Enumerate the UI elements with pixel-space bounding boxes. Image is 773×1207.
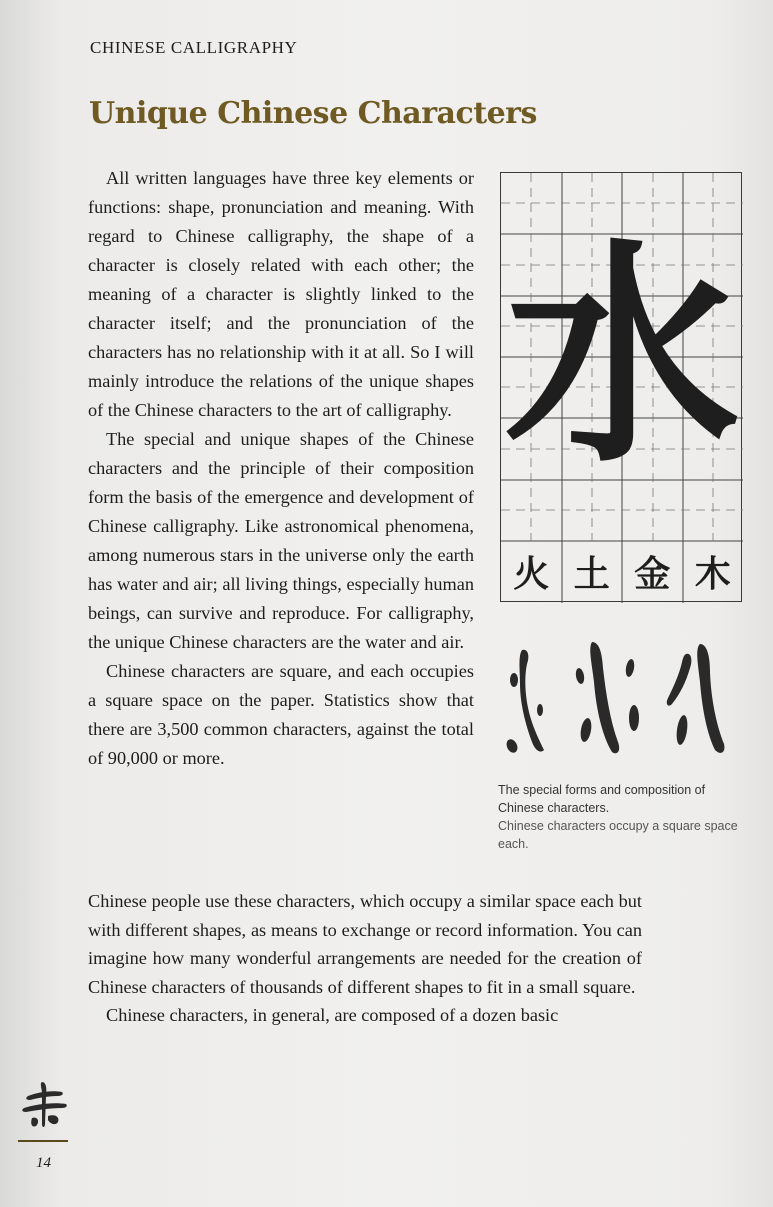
metal-character: 金 xyxy=(634,553,671,595)
element-characters-row xyxy=(501,541,743,601)
page-title: Unique Chinese Characters xyxy=(89,96,537,131)
calligraphy-logo-icon xyxy=(18,1078,72,1148)
paragraph-5: Chinese characters, in general, are composed of a dozen basic xyxy=(106,1005,559,1025)
paragraph-1: All written languages have three key elements or functions: shape, pronunciation and meaning. With regard to Chinese calligraphy, the shape of a character is closely related with each other; the meaning of a character is slightly linked to the character itself; and the pronunciation of the characters has no relationship with it at all. So I will mainly introduce the relations of the unique shapes of the Chinese characters to the art of calligraphy. xyxy=(88,168,474,420)
wood-character: 木 xyxy=(694,553,731,595)
text-column xyxy=(88,164,474,773)
caption-line-1: The special forms and composition of Chinese characters. xyxy=(498,783,706,815)
figure-caption xyxy=(498,781,743,853)
paragraph-2: The special and unique shapes of the Chinese characters and the principle of their composition form the basis of the emergence and development of Chinese calligraphy. Like astronomical phenomena, among numerous stars in the universe only the earth has water and air; all living things, especially human beings, can survive and reproduce. For calligraphy, the unique Chinese characters are the water and air. xyxy=(88,429,474,652)
earth-character: 土 xyxy=(573,553,610,595)
full-width-text xyxy=(88,887,642,1030)
fire-character: 火 xyxy=(513,553,550,595)
water-character: 水 xyxy=(504,220,740,494)
ancient-water-script-illustration xyxy=(500,638,740,763)
paragraph-4: Chinese people use these characters, which occupy a similar space each but with different shapes, as means to exchange or record information. You can imagine how many wonderful arrangements are needed for the creation of Chinese characters of thousands of different shapes to fit in a small square. xyxy=(88,891,642,997)
running-head: CHINESE CALLIGRAPHY xyxy=(90,38,298,57)
page-number: 14 xyxy=(36,1155,51,1171)
paragraph-3: Chinese characters are square, and each occupies a square space on the paper. Statistics show that there are 3,500 common characters, against the total of 90,000 or more. xyxy=(88,661,474,768)
character-grid-figure xyxy=(500,172,742,602)
caption-line-2: Chinese characters occupy a square space each. xyxy=(498,819,738,851)
